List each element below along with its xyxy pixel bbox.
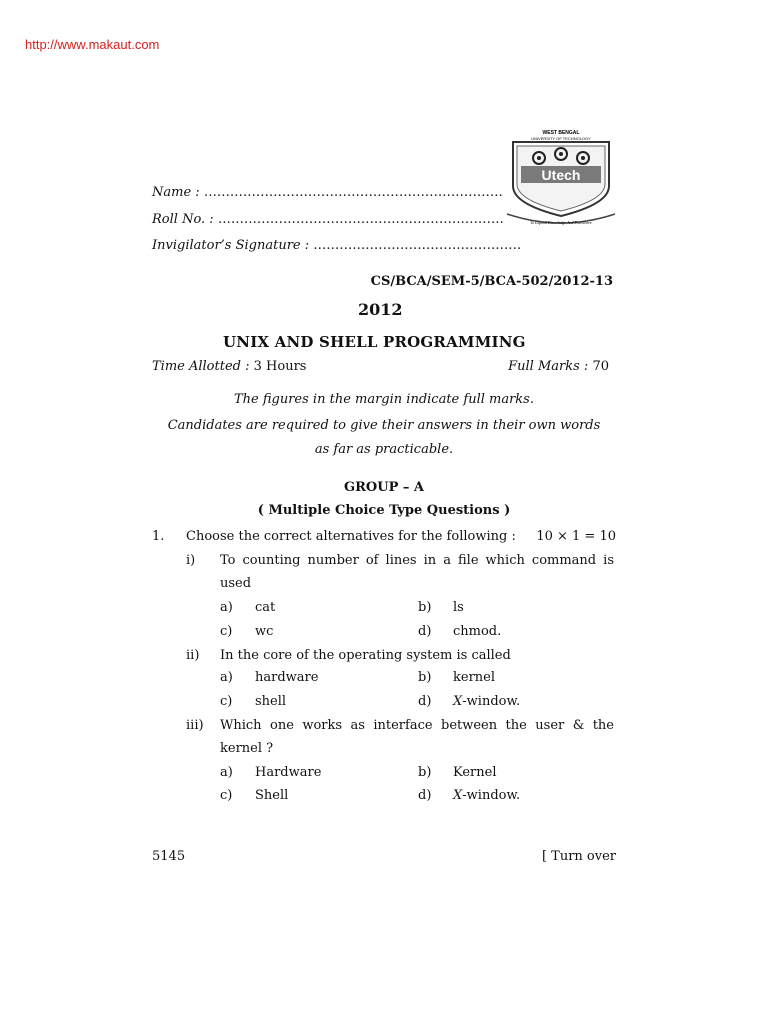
option-letter: d) — [418, 788, 432, 803]
option-text: kernel — [453, 670, 496, 685]
option-text: chmod. — [453, 624, 502, 639]
option-text: Kernel — [453, 765, 497, 780]
university-logo — [505, 128, 617, 232]
option-letter: a) — [220, 765, 233, 780]
option-text: Shell — [255, 788, 289, 803]
invigilator-signature-field[interactable] — [152, 238, 521, 253]
option-letter: a) — [220, 670, 233, 685]
marks-value: 70 — [592, 359, 609, 374]
option-letter: c) — [220, 624, 233, 639]
subquestion-number: ii) — [186, 648, 200, 663]
roll-no-field[interactable] — [152, 212, 504, 227]
logo-line1: WEST BENGAL — [542, 130, 580, 136]
name-dots: …………………………………………………………… — [203, 185, 503, 200]
option-letter: b) — [418, 600, 432, 615]
question-marks: 10 × 1 = 10 — [536, 529, 616, 544]
roll-no-dots: ………………………………………………………… — [217, 212, 504, 227]
option-text: ls — [453, 600, 464, 615]
option-text: shell — [255, 694, 287, 709]
invigilator-label: Invigilator’s Signature : — [152, 238, 310, 253]
time-label: Time Allotted : — [152, 359, 250, 374]
exam-year: 2012 — [358, 300, 403, 319]
option-text: Hardware — [255, 765, 322, 780]
instruction-2: Candidates are required to give their answers in their own words — [167, 418, 601, 433]
group-title: GROUP – A — [344, 480, 424, 495]
option-text: X-window. — [453, 788, 521, 803]
invigilator-dots: ………………………………………… — [313, 238, 522, 253]
source-url[interactable]: http://www.makaut.com — [25, 37, 160, 52]
logo-motto: To Expand Knowledge And Excellence — [530, 220, 592, 225]
roll-no-label: Roll No. : — [152, 212, 214, 227]
option-letter: b) — [418, 765, 432, 780]
subquestion-text: Which one works as interface between the user & the — [220, 718, 614, 733]
option-text: X-window. — [453, 694, 521, 709]
page-code: 5145 — [152, 849, 186, 864]
option-letter: a) — [220, 600, 233, 615]
time-allotted — [152, 359, 306, 374]
paper-code: CS/BCA/SEM-5/BCA-502/2012-13 — [370, 274, 613, 289]
option-text: wc — [255, 624, 274, 639]
full-marks — [508, 359, 609, 374]
subquestion-number: iii) — [186, 718, 204, 733]
option-text: hardware — [255, 670, 319, 685]
subquestion-text-cont: kernel ? — [220, 741, 274, 756]
subquestion-text-cont: used — [220, 576, 252, 591]
instruction-3: as far as practicable. — [314, 442, 454, 457]
option-letter: c) — [220, 694, 233, 709]
logo-line2: UNIVERSITY OF TECHNOLOGY — [531, 136, 591, 141]
group-subtitle: ( Multiple Choice Type Questions ) — [257, 503, 511, 518]
logo-name: Utech — [541, 167, 581, 183]
marks-label: Full Marks : — [508, 359, 589, 374]
option-letter: d) — [418, 624, 432, 639]
option-letter: d) — [418, 694, 432, 709]
subquestion-text: In the core of the operating system is called — [220, 648, 511, 663]
time-value: 3 Hours — [253, 359, 307, 374]
turn-over: [ Turn over — [541, 849, 616, 864]
option-letter: b) — [418, 670, 432, 685]
name-field[interactable] — [152, 185, 503, 200]
option-text: cat — [255, 600, 276, 615]
paper-title: UNIX AND SHELL PROGRAMMING — [223, 333, 526, 351]
subquestion-number: i) — [186, 553, 196, 568]
instruction-1: The figures in the margin indicate full marks. — [233, 392, 534, 407]
option-letter: c) — [220, 788, 233, 803]
subquestion-text: To counting number of lines in a file which command is — [220, 553, 614, 568]
question-number: 1. — [152, 529, 165, 544]
name-label: Name : — [152, 185, 200, 200]
question-text: Choose the correct alternatives for the following : — [186, 529, 516, 544]
